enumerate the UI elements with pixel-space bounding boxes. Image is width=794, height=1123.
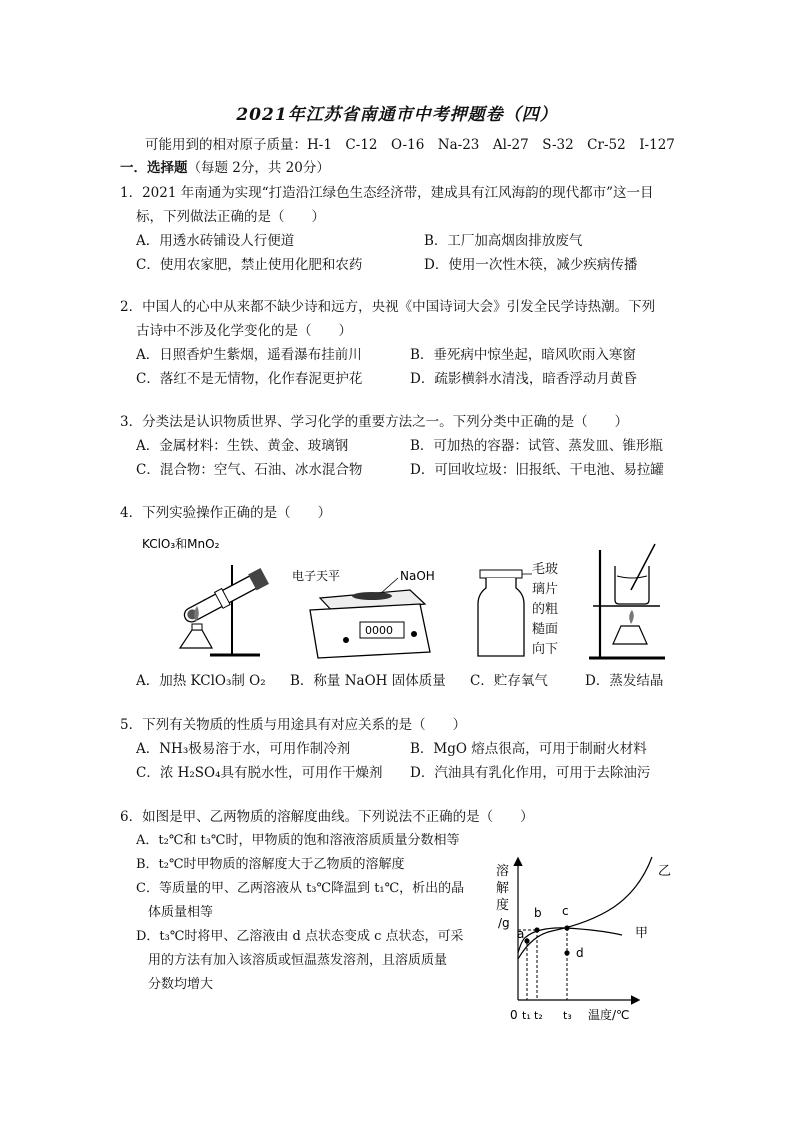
tick-t1: t₁ [522,1009,531,1022]
q6-stem: 6．如图是甲、乙两物质的溶解度曲线。下列说法不正确的是（ ） [120,809,534,825]
q4-option-b: B．称量 NaOH 固体质量 [290,673,446,689]
q3-option-c: C．混合物：空气、石油、冰水混合物 [136,462,363,478]
q1-stem: 1．2021 年南通为实现“打造沿江绿色生态经济带，建成具有江风海韵的现代都市”这一目 [120,185,654,201]
q6-option-b: B．t₂℃时甲物质的溶解度大于乙物质的溶解度 [136,857,405,872]
section-note: （每题 2分，共 20分） [187,160,330,176]
figure-balance [290,560,435,670]
atomic-masses: 可能用到的相对原子质量：H-1 C-12 O-16 Na-23 Al-27 S-32 Cr-52 I-127 [145,137,675,153]
y-label: 溶 [496,864,510,879]
origin-label: 0 [510,1008,518,1022]
figure-heating-kclo3 [140,530,270,665]
y-label: 度 [496,898,510,913]
label-a: a [517,927,525,941]
q6-option-a: A．t₂℃和 t₃℃时，甲物质的饱和溶液溶质质量分数相等 [136,833,460,848]
q5-option-b: B．MgO 熔点很高，可用于制耐火材料 [410,741,647,757]
q5-option-c: C．浓 H₂SO₄具有脱水性，可用作干燥剂 [136,765,383,781]
q6-option-d-cont: 用的方法有加入该溶质或恒温蒸发溶剂，且溶质质量 [148,953,448,968]
point-d [564,950,569,955]
solubility-graph [490,835,705,1030]
q2-stem-cont: 古诗中不涉及化学变化的是（ ） [136,323,352,339]
q3-option-d: D．可回收垃圾：旧报纸、干电池、易拉罐 [410,462,664,478]
q4-option-d: D．蒸发结晶 [585,673,664,689]
y-label: /g [498,916,510,930]
q5-option-d: D．汽油具有乳化作用，可用于去除油污 [410,765,651,781]
fig-b-display: 0000 [365,624,393,637]
label-d: d [576,946,584,960]
q5-stem: 5．下列有关物质的性质与用途具有对应关系的是（ ） [120,717,467,733]
fig-c-label-line: 毛玻 [532,562,559,577]
x-label: 温度/℃ [588,1008,630,1022]
q2-option-c: C．落红不是无情物，化作春泥更护花 [136,371,363,387]
q5-option-a: A．NH₃极易溶于水，可用作制冷剂 [136,741,351,757]
q1-option-d: D．使用一次性木筷，减少疾病传播 [424,257,638,273]
q4-stem: 4．下列实验操作正确的是（ ） [120,505,332,521]
section-name: 一．选择题 [120,160,188,176]
fig-b-label-naoh: NaOH [400,569,435,583]
q1-option-b: B．工厂加高烟囱排放废气 [424,233,583,249]
curve-label-jia: 甲 [635,926,649,941]
q6-option-d-cont2: 分数均增大 [148,977,214,992]
q2-option-a: A．日照香炉生紫烟，遥看瀑布挂前川 [136,347,362,363]
point-a [524,938,529,943]
fig-c-label-line: 的粗 [532,602,559,617]
label-b: b [534,906,542,920]
q2-option-b: B．垂死病中惊坐起，暗风吹雨入寒窗 [410,347,636,363]
fig-c-label-line: 向下 [532,642,559,657]
q6-option-c-cont: 体质量相等 [148,905,214,920]
tick-t3: t₃ [563,1009,572,1022]
figure-evaporation [585,540,680,665]
page-title: 2021年江苏省南通市中考押题卷（四） [236,105,558,125]
fig-b-label-balance: 电子天平 [292,569,341,583]
q2-option-d: D．疏影横斜水清浅，暗香浮动月黄昏 [410,371,637,387]
q6-option-c: C．等质量的甲、乙两溶液从 t₃℃降温到 t₁℃，析出的晶 [136,881,465,896]
q6-option-d: D．t₃℃时将甲、乙溶液由 d 点状态变成 c 点状态，可采 [136,929,464,944]
tick-t2: t₂ [534,1009,543,1022]
fig-c-label-line: 璃片 [532,582,559,597]
section-heading [120,156,330,176]
fig-c-label [532,560,558,660]
q3-option-b: B．可加热的容器：试管、蒸发皿、锥形瓶 [410,438,663,454]
q1-option-a: A．用透水砖铺设人行便道 [136,233,295,249]
q2-stem: 2．中国人的心中从来都不缺少诗和远方，央视《中国诗词大会》引发全民学诗热潮。下列 [120,299,656,315]
point-c [564,925,569,930]
label-c: c [562,904,569,918]
q4-option-c: C．贮存氧气 [470,673,548,689]
y-label: 解 [496,881,510,896]
curve-label-yi: 乙 [658,864,672,879]
fig-a-label: KClO₃和MnO₂ [142,537,220,551]
q1-option-c: C．使用农家肥，禁止使用化肥和农药 [136,257,363,273]
q3-option-a: A．金属材料：生铁、黄金、玻璃钢 [136,438,349,454]
point-b [534,927,539,932]
q1-stem-cont: 标，下列做法正确的是（ ） [136,209,325,225]
q4-option-a: A．加热 KClO₃制 O₂ [136,673,266,689]
q3-stem: 3．分类法是认识物质世界、学习化学的重要方法之一。下列分类中正确的是（ ） [120,414,629,430]
fig-c-label-line: 糙面 [532,622,559,637]
